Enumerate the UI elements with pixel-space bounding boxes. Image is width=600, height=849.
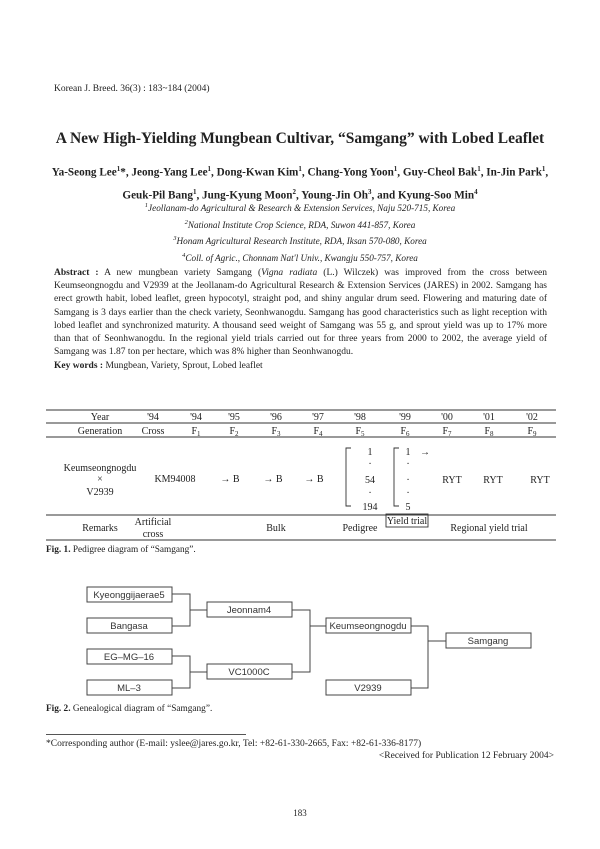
- generation-cell: $F_4$: [313, 426, 323, 438]
- keywords: [54, 361, 263, 371]
- author-line-2: Geuk-Pil Bang$^1$, Jung-Kyung Moon$^2$, Young-Jin Oh$^3$, and Kyung-Soo Min$^4$: [122, 187, 478, 202]
- affiliations: [50, 199, 550, 265]
- affiliation-1: [50, 199, 550, 216]
- abstract: [54, 267, 547, 359]
- generation-cell: $F_7$: [442, 426, 452, 438]
- remark-artificial: Artificial: [134, 517, 172, 528]
- corresponding-mark: *: [120, 166, 126, 179]
- page-number: 183: [293, 808, 307, 818]
- node-vc1000c: VC1000C: [228, 667, 270, 678]
- author-affil-mark: 3: [368, 187, 372, 196]
- bulk-1: → B: [220, 474, 240, 485]
- year-cell: '00: [441, 412, 453, 423]
- affiliation-3: [50, 232, 550, 249]
- year-cell: '95: [228, 412, 240, 423]
- journal-citation: Korean J. Breed. 36(3) : 183~184 (2004): [54, 84, 210, 94]
- ped99-3: ·: [406, 475, 410, 486]
- year-cell: '97: [312, 412, 324, 423]
- keywords-text: Mungbean, Variety, Sprout, Lobed leaflet: [103, 361, 263, 371]
- line-code: KM94008: [154, 474, 196, 485]
- ped99-2: ·: [406, 459, 410, 470]
- ped98-1: 1: [367, 447, 373, 458]
- year-cell: '96: [270, 412, 282, 423]
- ped99-arrow: →: [420, 447, 430, 458]
- remark-cross: cross: [142, 529, 164, 540]
- year-cell: '98: [354, 412, 366, 423]
- node-bangasa: Bangasa: [110, 621, 148, 632]
- generation-cell: $F_5$: [355, 426, 365, 438]
- remark-pedigree: Pedigree: [342, 523, 378, 534]
- author-affil-mark: 1: [298, 165, 302, 173]
- generation-cell: $F_3$: [271, 426, 281, 438]
- author-affil-mark: 2: [292, 187, 296, 196]
- abstract-text-a: A new mungbean variety Samgang (: [98, 268, 262, 278]
- year-cell: '99: [399, 412, 411, 423]
- affiliation-mark: 4: [182, 251, 186, 259]
- node-keumseongnogdu: Keumseongnogdu: [329, 621, 407, 632]
- generation-cell: $F_2$: [229, 426, 239, 438]
- generation-cell: $F_9$: [527, 426, 537, 438]
- species-name: Vigna radiata: [261, 268, 318, 278]
- pedigree-diagram: [0, 400, 600, 545]
- node-samgang: Samgang: [467, 636, 509, 647]
- affiliation-text: National Institute Crop Science, RDA, Suwon 441-857, Korea: [187, 219, 416, 230]
- node-v2939: V2939: [354, 683, 382, 694]
- ped98-3: 54: [365, 475, 375, 486]
- author-affil-mark: 1: [393, 165, 398, 173]
- abstract-text-b: (L.) Wilczek) was improved from the cross between Keumseongnogdu and V2939 at the Jeollanam-do Agricultural Research & Extension Services (JARES) in 2002. Samgang has erect growth habit, lobed leaflet, green hypocotyl, straight pod, and shiny angular drum seed. Flowering and maturing date of Samgang is 3 days earlier than the check variety, Seonhwanogdu. Samgang has good characteristics such as light reception with lobed leaflet and synchronized maturity. A thousand seed weight of Samgang was 55 g, and sprout yield was up to 17% more than that of Seonhwanogdu. In the regional yield trials carried out for three years from 2000 to 2002, the average yield of Samgang was 1.87 ton per hectare, which was 8% higher than Seonhwanogdu.: [54, 268, 547, 358]
- generation-header: Generation: [77, 426, 123, 437]
- bulk-3: → B: [304, 474, 324, 485]
- author-name: Dong-Kwan Kim: [216, 166, 299, 179]
- year-cell: '94: [190, 412, 202, 423]
- remarks-header: Remarks: [82, 523, 118, 534]
- bulk-2: → B: [263, 474, 283, 485]
- received-date: <Received for Publication 12 February 2004>: [378, 751, 554, 761]
- abstract-label: Abstract :: [54, 268, 99, 278]
- generation-cell: $F_1$: [191, 426, 201, 438]
- affiliation-mark: 1: [144, 202, 149, 209]
- author-name: Kyung-Soo Min: [397, 189, 475, 202]
- author-name: Jeong-Yang Lee: [131, 166, 208, 179]
- year-cell: '01: [483, 412, 495, 423]
- corresponding-author: *Corresponding author (E-mail: yslee@jares.go.kr, Tel: +82-61-330-2665, Fax: +82-61-336-8177): [46, 739, 422, 749]
- ryt-1: RYT: [442, 475, 462, 486]
- paper-title: A New High-Yielding Mungbean Cultivar, “Samgang” with Lobed Leaflet: [55, 130, 545, 147]
- generation-cell: Cross: [141, 426, 165, 437]
- author-name: In-Jin Park: [486, 166, 542, 179]
- remark-yield-trial: Yield trial: [386, 516, 428, 527]
- ryt-2: RYT: [483, 475, 503, 486]
- year-header: Year: [90, 412, 110, 423]
- author-affil-mark: 1: [192, 187, 197, 196]
- ped98-5: 194: [362, 502, 378, 513]
- ped99-1: 1: [405, 447, 411, 458]
- affiliation-text: Coll. of Agric., Chonnam Nat'l Univ., Kwangju 550-757, Korea: [185, 252, 418, 263]
- affiliation-text: Jeollanam-do Agricultural & Research & Extension Services, Naju 520-715, Korea: [148, 203, 456, 214]
- author-line-1: Ya-Seong Lee$^1$*, Jeong-Yang Lee$^1$, Dong-Kwan Kim$^1$, Chang-Yong Yoon$^1$, Guy-Cheol Bak$^1$, In-Jin Park$^1$,: [51, 165, 549, 179]
- affiliation-4: [50, 249, 550, 266]
- author-affil-mark: 1: [207, 165, 212, 173]
- fig1-caption-label: Fig. 1.: [46, 545, 71, 555]
- ped99-5: 5: [405, 502, 411, 513]
- affiliation-mark: 2: [184, 218, 188, 226]
- fig1-caption: [46, 545, 196, 555]
- author-affil-mark: 1: [116, 165, 121, 173]
- generation-cell: $F_8$: [484, 426, 494, 438]
- author-affil-mark: 4: [474, 187, 478, 196]
- year-cell: '94: [147, 412, 159, 423]
- genealogy-diagram: [0, 580, 600, 700]
- node-kyeonggijaerae5: Kyeonggijaerae5: [93, 590, 165, 601]
- footnote-rule: [46, 734, 246, 735]
- node-eg-mg-16: EG–MG–16: [103, 652, 155, 663]
- cross-symbol: ×: [97, 474, 103, 485]
- author-name: Chang-Yong Yoon: [307, 166, 394, 179]
- author-name: Geuk-Pil Bang: [122, 189, 193, 202]
- cross-parent-2: V2939: [86, 487, 114, 498]
- author-affil-mark: 1: [477, 165, 481, 173]
- author-name: Jung-Kyung Moon: [202, 189, 293, 202]
- cross-parent-1: Keumseongnogdu: [63, 463, 137, 474]
- ped98-4: ·: [368, 488, 372, 499]
- fig1-caption-text: Pedigree diagram of “Samgang”.: [70, 545, 196, 555]
- affiliation-2: [50, 216, 550, 233]
- remark-bulk: Bulk: [266, 523, 286, 534]
- affiliation-text: Honam Agricultural Research Institute, RDA, Iksan 570-080, Korea: [176, 236, 427, 247]
- node-ml-3: ML–3: [117, 683, 141, 694]
- fig2-caption-text: Genealogical diagram of “Samgang”.: [70, 704, 213, 714]
- keywords-label: Key words :: [54, 361, 104, 371]
- author-name: Ya-Seong Lee: [51, 166, 117, 179]
- fig2-caption: [46, 704, 212, 714]
- generation-cell: $F_6$: [400, 426, 410, 438]
- author-affil-mark: 1: [541, 165, 546, 173]
- affiliation-mark: 3: [173, 235, 177, 243]
- fig2-caption-label: Fig. 2.: [46, 704, 71, 714]
- author-name: Young-Jin Oh: [301, 189, 369, 202]
- remark-regional: Regional yield trial: [450, 523, 528, 534]
- node-jeonnam4: Jeonnam4: [226, 605, 272, 616]
- ryt-3: RYT: [530, 475, 550, 486]
- year-cell: '02: [526, 412, 538, 423]
- ped99-4: ·: [406, 488, 410, 499]
- author-name: Guy-Cheol Bak: [402, 166, 478, 179]
- ped98-2: ·: [368, 459, 372, 470]
